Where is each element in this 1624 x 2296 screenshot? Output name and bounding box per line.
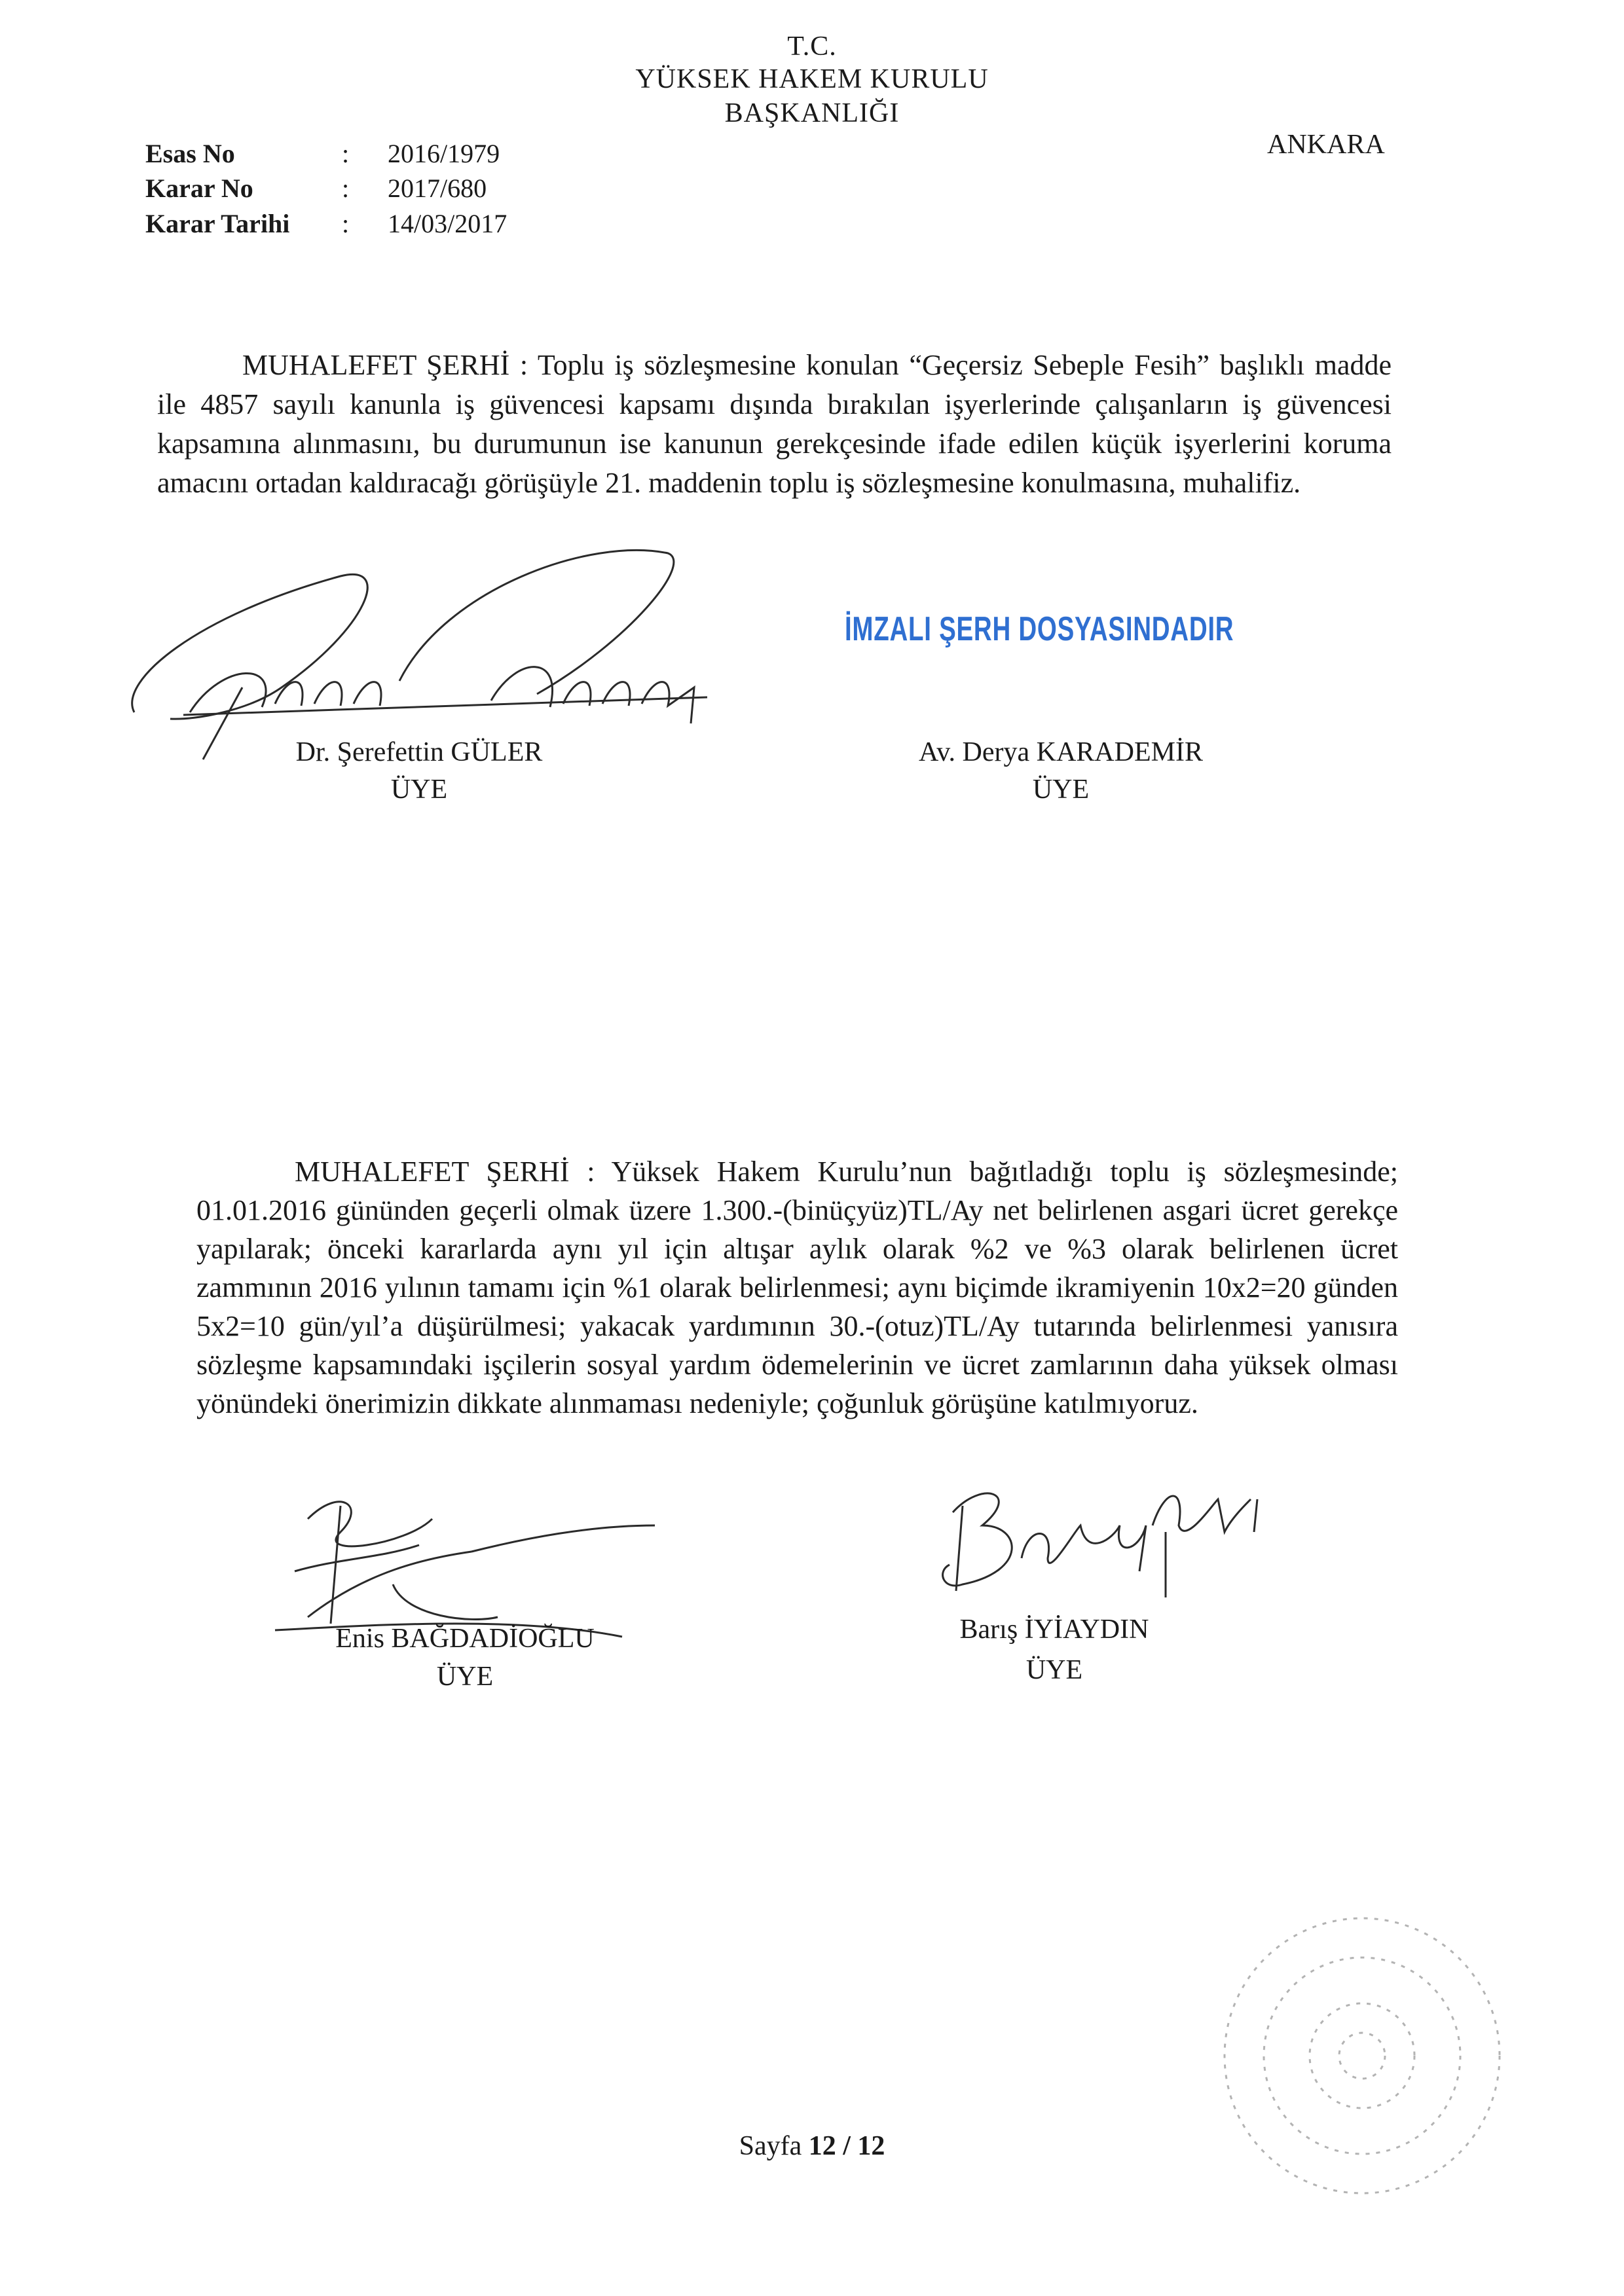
signatory-name-karademir: Av. Derya KARADEMİR	[919, 737, 1203, 767]
header-tc: T.C.	[787, 31, 837, 62]
meta-separator: :	[342, 209, 350, 238]
dissent-paragraph-1: MUHALEFET ŞERHİ : Toplu iş sözleşmesine konulan “Geçersiz Sebeple Fesih” başlıklı madde ile 4857 sayılı kanunla iş güvencesi kapsamı dışında bırakılan işyerlerinde çalışanların iş güvencesi kapsamına alınmasını, bu durumunun ise kanunun gerekçesinde ifade edilen küçük işyerlerini koruma amacını ortadan kaldıracağı görüşüyle 21. maddenin toplu iş sözleşmesine konulmasına, muhalifiz.	[157, 349, 1392, 499]
header-institution: YÜKSEK HAKEM KURULU	[635, 64, 989, 94]
meta-label: Karar No	[145, 173, 253, 203]
signatory-title-iyiaydin: ÜYE	[1025, 1655, 1083, 1685]
meta-label: Esas No	[145, 139, 235, 168]
page-count: 12 / 12	[808, 2131, 885, 2161]
meta-value: 2017/680	[388, 173, 487, 203]
stamp-imzali-serh: İMZALI ŞERH DOSYASINDADIR	[845, 610, 1234, 648]
signatory-name-bagdadioglu: Enis BAĞDADİOĞLU	[335, 1624, 595, 1654]
signatory-title-karademir: ÜYE	[1032, 774, 1090, 805]
page-prefix: Sayfa	[739, 2131, 802, 2161]
meta-value: 2016/1979	[388, 139, 500, 168]
meta-value: 14/03/2017	[388, 209, 507, 238]
signatory-name-iyiaydin: Barış İYİAYDIN	[959, 1614, 1149, 1645]
dissent-paragraph-2: MUHALEFET ŞERHİ : Yüksek Hakem Kurulu’nun bağıtladığı toplu iş sözleşmesinde; 01.01.2016 gününden geçerli olmak üzere 1.300.-(binüçyüz)TL/Ay net belirlenen asgari ücret gerekçe yapılarak; önceki kararlarda aynı yıl için altışar aylık olarak %2 ve %3 olarak belirlenen ücret zammının 2016 yılının tamamı için %1 olarak belirlenmesi; aynı biçimde ikramiyenin 10x2=20 günden 5x2=10 gün/yıl’a düşürülmesi; yakacak yardımının 30.-(otuz)TL/Ay tutarında belirlenmesi yanısıra sözleşme kapsamındaki işçilerin sosyal yardım ödemelerinin ve ücret zamlarının daha yüksek olması yönündeki önerimizin dikkate alınmaması nedeniyle; çoğunluk görüşüne katılmıyoruz.	[196, 1156, 1398, 1419]
signatory-name-guler: Dr. Şerefettin GÜLER	[295, 737, 543, 767]
meta-separator: :	[342, 173, 350, 203]
signatory-title-bagdadioglu: ÜYE	[436, 1662, 494, 1692]
meta-label: Karar Tarihi	[145, 209, 290, 238]
meta-separator: :	[342, 139, 350, 168]
signatory-title-guler: ÜYE	[390, 774, 448, 805]
city-label: ANKARA	[1267, 130, 1385, 160]
page-number	[0, 2132, 1624, 2160]
header-presidency: BAŞKANLIĞI	[724, 98, 900, 128]
